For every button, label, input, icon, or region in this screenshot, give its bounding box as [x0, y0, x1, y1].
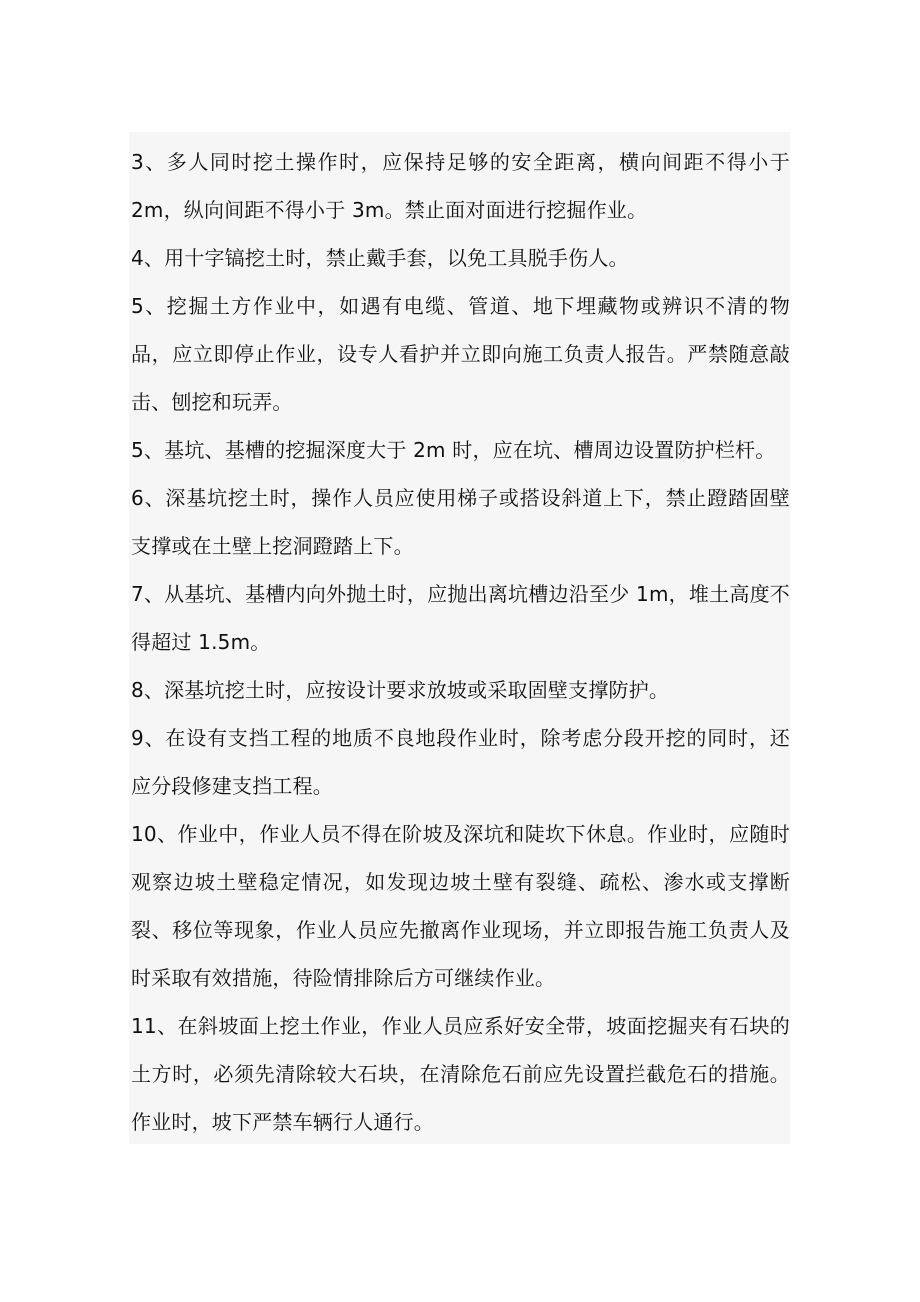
paragraph-item-3: 3、多人同时挖土操作时，应保持足够的安全距离，横向间距不得小于2m，纵向间距不得小于 3m。禁止面对面进行挖掘作业。	[131, 150, 790, 222]
paragraph-item-6: 6、深基坑挖土时，操作人员应使用梯子或搭设斜道上下，禁止蹬踏固壁支撑或在土壁上挖洞蹬踏上下。	[131, 486, 790, 558]
paragraph-item-8: 8、深基坑挖土时，应按设计要求放坡或采取固壁支撑防护。	[131, 678, 670, 702]
paragraph-item-9: 9、在设有支挡工程的地质不良地段作业时，除考虑分段开挖的同时，还应分段修建支挡工程。	[131, 726, 790, 798]
paragraph-item-10: 10、作业中，作业人员不得在阶坡及深坑和陡坎下休息。作业时，应随时观察边坡土壁稳定情况，如发现边坡土壁有裂缝、疏松、渗水或支撑断裂、移位等现象，作业人员应先撤离作业现场，并立即报告施工负责人及时采取有效措施，待险情排除后方可继续作业。	[131, 822, 790, 990]
paragraph-item-4: 4、用十字镐挖土时，禁止戴手套，以免工具脱手伤人。	[131, 246, 629, 270]
paragraph-item-5b: 5、基坑、基槽的挖掘深度大于 2m 时，应在坑、槽周边设置防护栏杆。	[131, 438, 776, 462]
paragraph-item-7: 7、从基坑、基槽内向外抛土时，应抛出离坑槽边沿至少 1m，堆土高度不得超过 1.5m。	[131, 582, 790, 654]
document-text-block	[129, 132, 790, 1144]
paragraph-item-11: 11、在斜坡面上挖土作业，作业人员应系好安全带，坡面挖掘夹有石块的土方时，必须先清除较大石块，在清除危石前应先设置拦截危石的措施。作业时，坡下严禁车辆行人通行。	[131, 1014, 790, 1134]
paragraph-item-5a: 5、挖掘土方作业中，如遇有电缆、管道、地下埋藏物或辨识不清的物品，应立即停止作业，设专人看护并立即向施工负责人报告。严禁随意敲击、刨挖和玩弄。	[131, 294, 790, 414]
